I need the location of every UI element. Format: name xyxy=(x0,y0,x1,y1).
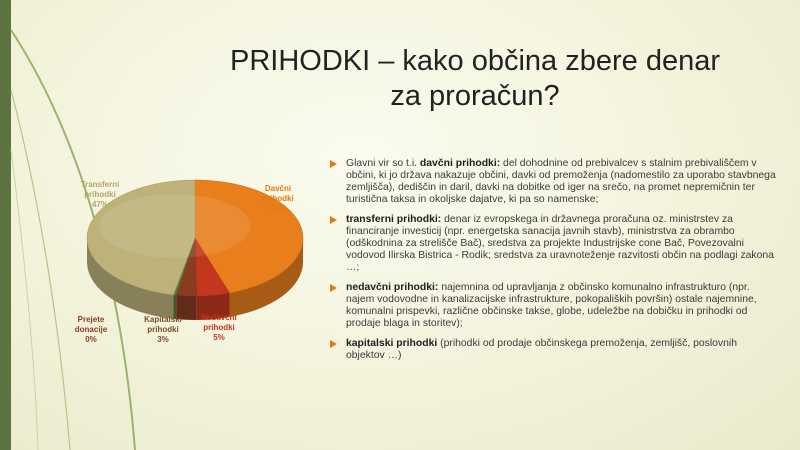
bullet-kapitalski xyxy=(328,338,778,362)
pie-label-donacije xyxy=(66,315,116,345)
pie-label-transferni-percent: 47% xyxy=(91,200,108,209)
arrow-bullet-icon xyxy=(330,284,337,292)
bullet-davcni-text: del dohodnine od prebivalcev s stalnim prebivališčem v občini, ki jo država nakazuje občini, davki od premoženja (nadomestilo za uporabo stavbnega zemljišča), dediščin in daril, davki na dobitke od iger na srečo, na promet nepremičnin ter turistična taksa in okoljske dajatve, ki pa so namenske; xyxy=(346,158,776,205)
pie-label-transferni-line2: prihodki xyxy=(84,190,116,199)
pie-label-transferni-line1: Transferni xyxy=(80,180,120,189)
pie-label-kapitalski-line1: Kapitalski xyxy=(144,315,182,324)
bullet-transferni-bold: transferni prihodki: xyxy=(346,214,442,225)
slide-title-line2: za proračun? xyxy=(390,80,560,112)
pie-label-nedavcni-line1: Nedavčni xyxy=(201,313,237,322)
bullet-kapitalski-bold: kapitalski prihodki xyxy=(346,338,438,349)
revenue-pie-chart xyxy=(60,160,330,360)
pie-label-donacije-line1: Prejete xyxy=(77,315,105,324)
revenue-bullet-list xyxy=(328,158,778,370)
pie-label-nedavcni-percent: 5% xyxy=(213,333,225,342)
pie-label-donacije-line2: donacije xyxy=(74,325,108,334)
bullet-davcni xyxy=(328,158,778,206)
bullet-kapitalski-text: (prihodki od prodaje občinskega premoženja, zemljišč, poslovnih objektov …) xyxy=(346,338,737,361)
pie-label-kapitalski-line2: prihodki xyxy=(147,325,179,334)
arrow-bullet-icon xyxy=(330,340,337,348)
bullet-nedavcni-text: najemnina od upravljanja z občinsko komunalno infrastrukturo (npr. najem vodovodne in kanalizacijske infrastrukture, pokopaliških površin) ostale najemnine, komunalni prispevki, različne občinske takse, globe, udeležbe na dobičku in prihodki od prodaje blaga in storitev); xyxy=(346,282,757,329)
arrow-bullet-icon xyxy=(330,160,337,168)
pie-label-nedavcni-line2: prihodki xyxy=(203,323,235,332)
bullet-nedavcni xyxy=(328,282,778,330)
bullet-transferni-text: denar iz evropskega in državnega proračuna oz. ministrstev za financiranje investicij (npr. energetska sanacija javnih stavb), ministrstva za obrambo (odškodnina za strelišče Bač), sredstva za projekte Industrijske cone Bač, Povezovalni vodovod Ilirska Bistrica - Rodik; sredstva za uravnoteženje razvitosti občin na podlagi zakona …; xyxy=(346,214,774,273)
bullet-davcni-bold: davčni prihodki: xyxy=(419,158,501,169)
pie-label-davcni-line2: prihodki xyxy=(262,194,294,203)
pie-label-davcni xyxy=(256,184,300,214)
bullet-transferni xyxy=(328,214,778,274)
slide-title xyxy=(170,44,780,114)
pie-label-kapitalski-percent: 3% xyxy=(157,335,169,344)
pie-label-kapitalski xyxy=(140,315,186,345)
pie-label-donacije-percent: 0% xyxy=(85,335,97,344)
pie-label-transferni xyxy=(72,180,128,210)
pie-label-nedavcni xyxy=(197,313,241,343)
arrow-bullet-icon xyxy=(330,216,337,224)
pie-label-davcni-line1: Davčni xyxy=(264,184,292,193)
bullet-nedavcni-bold: nedavčni prihodki: xyxy=(346,282,439,293)
bullet-davcni-prefix: Glavni vir so t.i. xyxy=(346,158,420,169)
pie-label-davcni-percent: 45% xyxy=(269,204,286,213)
slide-title-line1: PRIHODKI – kako občina zbere denar xyxy=(229,45,721,77)
